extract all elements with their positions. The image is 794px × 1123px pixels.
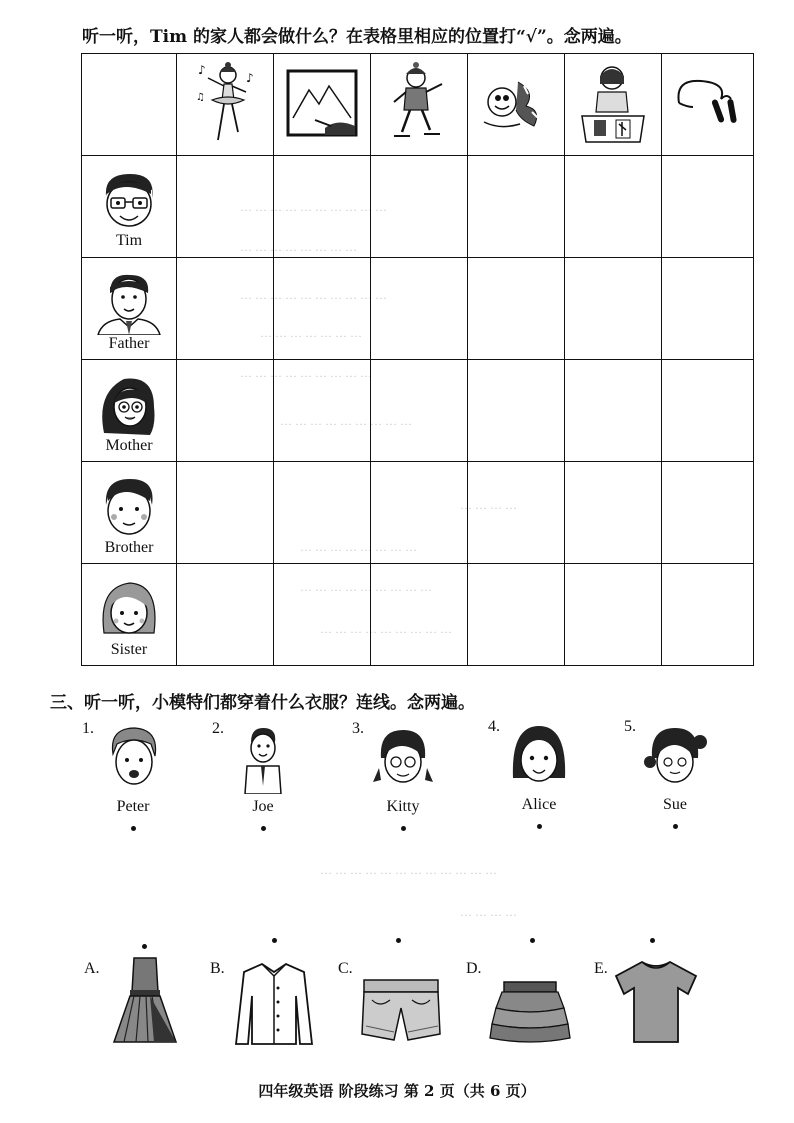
check-cell[interactable] xyxy=(177,360,274,462)
section3-title: 三、听一听，小模特们都穿着什么衣服？连线。念两遍。 xyxy=(50,693,475,713)
member-name: Brother xyxy=(104,538,154,556)
dress-icon xyxy=(110,956,180,1046)
page-footer: 四年级英语 阶段练习 第 2 页（共 6 页） xyxy=(258,1082,536,1100)
clothing-d xyxy=(466,938,576,1048)
activity-header-row xyxy=(82,54,754,156)
member-cell xyxy=(82,564,177,666)
activity-table xyxy=(81,53,754,666)
brother-face-icon xyxy=(94,475,164,539)
sister-face-icon xyxy=(94,577,164,641)
alice-face-icon xyxy=(507,722,571,792)
check-cell[interactable] xyxy=(274,258,371,360)
member-cell xyxy=(82,360,177,462)
clothing-letter: B. xyxy=(210,960,225,977)
member-row-brother xyxy=(82,462,754,564)
check-cell[interactable] xyxy=(565,564,662,666)
member-name: Tim xyxy=(115,231,143,249)
shorts-icon xyxy=(360,978,442,1044)
model-number: 3. xyxy=(352,720,364,737)
check-cell[interactable] xyxy=(274,564,371,666)
skirt-icon xyxy=(488,980,572,1044)
sue-face-icon xyxy=(640,722,710,792)
clothing-letter: C. xyxy=(338,960,353,977)
kitty-face-icon xyxy=(371,724,435,794)
check-cell[interactable] xyxy=(662,462,754,564)
check-cell[interactable] xyxy=(468,360,565,462)
header-cell-skate xyxy=(371,54,468,156)
member-name: Mother xyxy=(105,436,153,454)
member-row-sister xyxy=(82,564,754,666)
check-cell[interactable] xyxy=(468,156,565,258)
corner-cell xyxy=(82,54,177,156)
check-cell[interactable] xyxy=(177,156,274,258)
father-face-icon xyxy=(94,271,164,335)
sue-connect-dot[interactable] xyxy=(673,824,678,829)
check-cell[interactable] xyxy=(177,564,274,666)
model-name: Joe xyxy=(252,798,274,815)
check-cell[interactable] xyxy=(565,258,662,360)
clothing-e xyxy=(594,930,704,1048)
check-cell[interactable] xyxy=(565,156,662,258)
svg-text:♪: ♪ xyxy=(198,63,206,77)
check-cell[interactable] xyxy=(274,156,371,258)
member-row-tim xyxy=(82,156,754,258)
check-cell[interactable] xyxy=(565,360,662,462)
model-name: Kitty xyxy=(386,798,420,815)
check-cell[interactable] xyxy=(662,258,754,360)
shirt-icon xyxy=(234,960,314,1046)
check-cell[interactable] xyxy=(468,462,565,564)
calligraphy-icon xyxy=(576,60,650,146)
header-cell-draw xyxy=(274,54,371,156)
tim-face-icon xyxy=(94,170,164,232)
section2-title: 听一听，Tim 的家人都会做什么？在表格里相应的位置打“√”。念两遍。 xyxy=(82,27,632,47)
model-name: Peter xyxy=(116,798,150,815)
kitty-connect-dot[interactable] xyxy=(401,826,406,831)
member-cell xyxy=(82,258,177,360)
member-name: Father xyxy=(108,334,150,352)
clothing-a xyxy=(84,938,184,1048)
header-cell-calligraphy xyxy=(565,54,662,156)
member-cell xyxy=(82,462,177,564)
joe-connect-dot[interactable] xyxy=(261,826,266,831)
dancing-ballet-icon xyxy=(190,60,260,145)
check-cell[interactable] xyxy=(371,258,468,360)
check-cell[interactable] xyxy=(565,462,662,564)
check-cell[interactable] xyxy=(371,462,468,564)
model-alice xyxy=(488,718,584,833)
model-number: 2. xyxy=(212,720,224,737)
mother-face-icon xyxy=(94,373,164,437)
clothing-letter: D. xyxy=(466,960,482,977)
clothing-b xyxy=(210,938,320,1048)
drawing-picture-icon xyxy=(285,68,359,138)
svg-text:♪: ♪ xyxy=(246,71,254,85)
model-name: Alice xyxy=(521,796,557,813)
clothing-letter: E. xyxy=(594,960,608,977)
paper-cutting-icon xyxy=(480,72,552,134)
check-cell[interactable] xyxy=(274,462,371,564)
member-name: Sister xyxy=(110,640,148,658)
model-number: 4. xyxy=(488,718,500,735)
check-cell[interactable] xyxy=(662,564,754,666)
clothing-letter: A. xyxy=(84,960,100,977)
member-cell xyxy=(82,156,177,258)
peter-connect-dot[interactable] xyxy=(131,826,136,831)
ice-skating-icon xyxy=(386,62,452,144)
header-cell-dance xyxy=(177,54,274,156)
alice-connect-dot[interactable] xyxy=(537,824,542,829)
t-shirt-connect-dot[interactable] xyxy=(650,938,655,943)
member-row-mother xyxy=(82,360,754,462)
shirt-connect-dot[interactable] xyxy=(272,938,277,943)
dress-connect-dot[interactable] xyxy=(142,944,147,949)
check-cell[interactable] xyxy=(177,462,274,564)
model-kitty xyxy=(352,720,448,835)
skirt-connect-dot[interactable] xyxy=(530,938,535,943)
header-cell-papercut xyxy=(468,54,565,156)
peter-face-icon xyxy=(105,724,161,794)
model-number: 1. xyxy=(82,720,94,737)
model-number: 5. xyxy=(624,718,636,735)
joe-figure-icon xyxy=(235,724,291,794)
svg-text:♫: ♫ xyxy=(196,92,205,103)
jump-rope-icon xyxy=(671,73,745,133)
check-cell[interactable] xyxy=(662,156,754,258)
shorts-connect-dot[interactable] xyxy=(396,938,401,943)
model-joe xyxy=(212,720,308,835)
model-peter xyxy=(82,720,178,835)
check-cell[interactable] xyxy=(662,360,754,462)
t-shirt-icon xyxy=(614,960,698,1044)
check-cell[interactable] xyxy=(468,258,565,360)
check-cell[interactable] xyxy=(468,564,565,666)
member-row-father xyxy=(82,258,754,360)
check-cell[interactable] xyxy=(177,258,274,360)
clothing-c xyxy=(338,938,448,1048)
check-cell[interactable] xyxy=(371,360,468,462)
header-cell-jumprope xyxy=(662,54,754,156)
model-sue xyxy=(624,718,720,833)
check-cell[interactable] xyxy=(371,564,468,666)
check-cell[interactable] xyxy=(371,156,468,258)
model-name: Sue xyxy=(663,796,687,813)
check-cell[interactable] xyxy=(274,360,371,462)
